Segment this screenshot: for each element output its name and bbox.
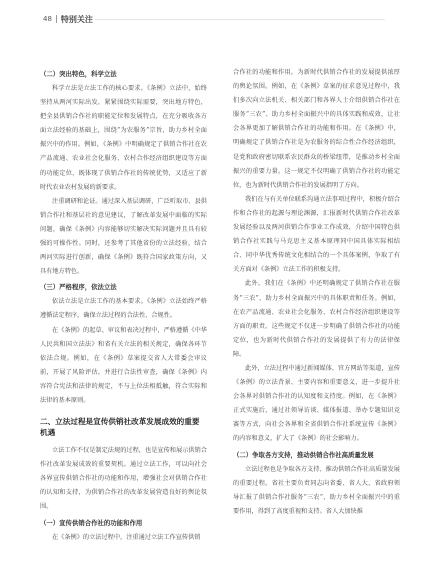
header-rule — [95, 19, 385, 20]
subheading-tese: （二）突出特色，科学立法 — [40, 70, 117, 78]
right-column — [233, 66, 400, 519]
paragraph: 立法过程也是争取各方支持、推动供销合作社高质量发展的重要过程。省社主要负责同志向省委、省人大、省政府领导汇报了供销合作社服务“三农”、助力乡村全面振兴中的重要作用，得到了高度重视和支持。省人大加快推 — [233, 465, 400, 515]
section-title: 特别关注 — [60, 14, 93, 24]
paragraph: 立法工作不仅是制定法规的过程，也是宣传和展示供销合作社改革发展成效的重要契机。通过立法工作，可以向社会各界宣传供销合作社的功能和作用，增强社会对供销合作社的认知和支持，为供销合作社的改革发展营造良好的舆论氛围。 — [40, 447, 207, 511]
page-number: 48 — [43, 15, 52, 23]
header-divider — [56, 15, 57, 23]
paragraph: 科学立法是立法工作的核心要求。《条例》立法中，始终坚持从两河实际出发，紧紧围绕实际需要，突出地方特色，把全县供销合作社的职能定位和发展特点，在充分吸收各方面立法经验的基础上，围绕“为农服务”宗旨，助力乡村全面振兴中的作用。例如，《条例》中明确规定了供销合作社在农产品流通、农业社会化服务、农村合作经济组织建设等方面的功能定位，既体现了供销合作社的传统优势，又适应了新时代农业农村发展的新要求。 — [40, 85, 207, 191]
running-header — [43, 12, 93, 26]
paragraph: 此外，我们在《条例》中还明确规定了供销合作社在服务“三农”、助力乡村全面振兴中的具体职责和任务。例如，在农产品流通、农业社会化服务、农村合作经济组织建设等方面的职责。这些规定不仅进一步明确了供销合作社的功能定位，也为新时代供销合作社的发展提供了有力的法律保障。 — [233, 280, 400, 358]
paragraph: 此外，立法过程中通过新闻媒体、官方网站等渠道，宣传《条例》的立法背景、主要内容和重要意义，进一步提升社会各界对供销合作社的认知度和支持度。例如，在《条例》正式实施后，通过社领导访谈、媒体报道、举办专题知识竞赛等方式，向社会各界和全省供销合作社系统宣传《条例》的内容和意义，扩大了《条例》的社会影响力。 — [233, 364, 400, 443]
subheading-xuanchuan: （一）宣传供销合作社的功能和作用 — [40, 518, 143, 527]
paragraph: 注重调研和论证。通过深入基层调研，广泛听取市、县供销合作社和基层社的意见建议，了解改革发展中面临的实际问题，确保《条例》内容能够切实解决实际问题并且具有较强的可操作性。同时，还参考了其他省份的立法经验，结合两河实际进行创新，确保《条例》既符合国家政策方向，又具有地方特色。 — [40, 197, 207, 276]
subheading-fazhi: （三）严格程序，依法立法 — [40, 283, 117, 292]
paragraph: 我们在与有关单位联系沟通立法事项过程中，积极介绍合作和合作社的起源与理论渊源，汇报新时代供销合作社改革发展经验以及两河供销合作事业工作成效，介绍中国特色供销合作社实践与马克思主义基本原理同中国具体实际相结合、同中华优秀传统文化相结合的一个具体案例，争取了有关方面对《条例》立法工作的积极支持。 — [233, 195, 400, 274]
left-column — [40, 66, 207, 545]
paragraph: 在《条例》的立法过程中，注重通过立法工作宣传供销 — [52, 533, 201, 541]
paragraph: 依法立法是立法工作的基本要求。《条例》立法始终严格遵循法定程序，确保立法过程的合法性、合规性。 — [40, 298, 207, 320]
paragraph: 合作社的功能和作用，为新时代供销合作社的发展提供浓厚的舆论氛围。例如，在《条例》草案的征求意见过程中，我们多次向立法机关、相关部门和各界人士介绍供销合作社在服务“三农”、助力乡村全面振兴中的具体实践和成效，让社会各界更加了解供销合作社的功能和作用。在《条例》中，明确规定了供销合作社是为农服务的综合性合作经济组织，是党和政府密切联系农民群众的桥梁纽带，是推动乡村全面振兴的重要力量。这一规定不仅明确了供销合作社的功能定位，也为新时代供销合作社的发展指明了方向。 — [233, 69, 400, 189]
subheading-support: （二）争取各方支持，推动供销合作社高质量发展 — [233, 450, 374, 459]
section-heading-two: 二、立法过程是宣传供销社改革发展成效的重要机遇 — [40, 417, 200, 438]
paragraph: 在《条例》的起草、审议和表决过程中，严格遵循《中华人民共和国立法法》和省有关立法的相关规定，确保各环节依法合规。例如，在《条例》草案提交省人大常委会审议前，开展了风险评估，并进行合法性审查，确保《条例》内容符合宪法和法律的规定，不与上位法相抵触，符合实际和法律的基本原则。 — [40, 326, 207, 404]
